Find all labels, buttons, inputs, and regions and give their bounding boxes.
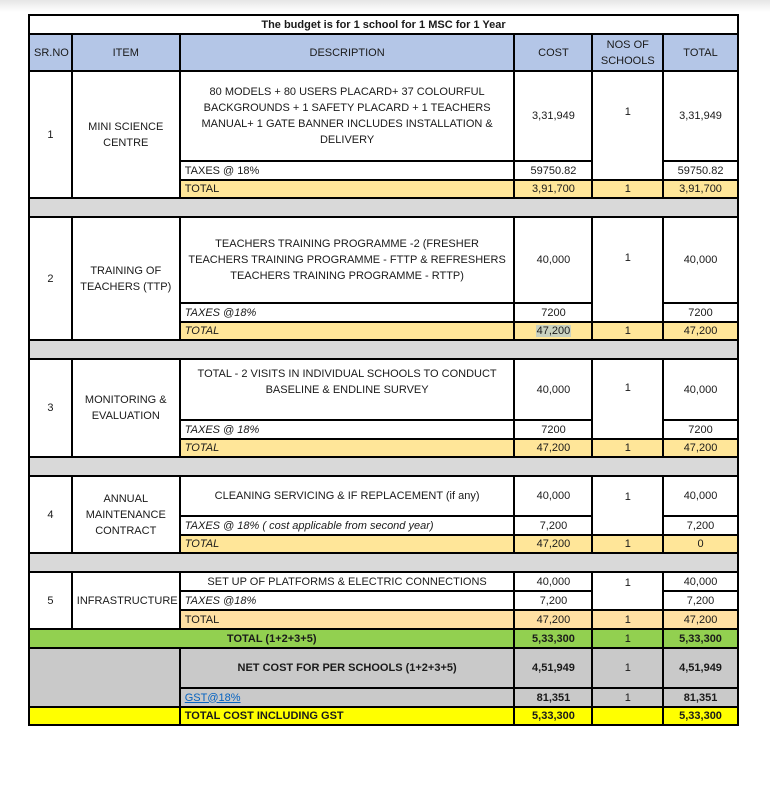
separator <box>29 457 738 476</box>
gst-label-cell <box>180 688 515 707</box>
taxes-label: TAXES @ 18% <box>180 161 515 180</box>
header-total: TOTAL <box>663 34 738 71</box>
section-total-total: 0 <box>663 535 738 553</box>
taxes-cost: 7200 <box>514 420 592 439</box>
sr-no-cell: 2 <box>29 217 72 340</box>
net-cost-blank <box>29 648 180 707</box>
separator <box>29 340 738 359</box>
section-total-label: TOTAL <box>180 322 515 340</box>
description-cell: TOTAL - 2 VISITS IN INDIVIDUAL SCHOOLS TO CONDUCT BASELINE & ENDLINE SURVEY <box>180 359 515 420</box>
section-total-total: 3,91,700 <box>663 180 738 198</box>
grand-total-label: TOTAL (1+2+3+5) <box>29 629 514 648</box>
item-cell: TRAINING OF TEACHERS (TTP) <box>72 217 180 340</box>
nos-cell: 1 <box>592 71 663 180</box>
section-total-nos: 1 <box>592 535 663 553</box>
separator-row <box>29 198 738 217</box>
cost-cell: 40,000 <box>514 359 592 420</box>
separator-row <box>29 340 738 359</box>
header-row <box>29 34 738 71</box>
total-incl-gst-row <box>29 707 738 725</box>
taxes-cost: 59750.82 <box>514 161 592 180</box>
sr-no-cell: 3 <box>29 359 72 457</box>
gst-cost: 81,351 <box>514 688 592 707</box>
separator-row <box>29 553 738 572</box>
total-incl-gst-cost: 5,33,300 <box>514 707 592 725</box>
header-sr-no: SR.NO <box>29 34 72 71</box>
section-total-total: 47,200 <box>663 439 738 457</box>
section-total-label: TOTAL <box>180 535 515 553</box>
taxes-total: 7,200 <box>663 591 738 610</box>
section-total-total: 47,200 <box>663 322 738 340</box>
budget-table <box>28 14 739 726</box>
section-total-nos: 1 <box>592 322 663 340</box>
section-total-nos: 1 <box>592 610 663 629</box>
table-row <box>29 476 738 516</box>
total-incl-gst-nos <box>592 707 663 725</box>
gst-nos: 1 <box>592 688 663 707</box>
taxes-cost: 7,200 <box>514 591 592 610</box>
top-shadow <box>0 0 770 12</box>
net-cost-row <box>29 648 738 688</box>
table-row <box>29 572 738 591</box>
description-cell: 80 MODELS + 80 USERS PLACARD+ 37 COLOURFUL BACKGROUNDS + 1 SAFETY PLACARD + 1 TEACHERS MANUAL+ 1 GATE BANNER INCLUDES INSTALLATION & DELIVERY <box>180 71 515 161</box>
taxes-total: 7200 <box>663 303 738 322</box>
description-cell: CLEANING SERVICING & IF REPLACEMENT (if any) <box>180 476 515 516</box>
sr-no-cell: 5 <box>29 572 72 629</box>
net-cost-total: 4,51,949 <box>663 648 738 688</box>
header-cost: COST <box>514 34 592 71</box>
taxes-label: TAXES @18% <box>180 591 515 610</box>
table-row <box>29 71 738 161</box>
grand-total-nos: 1 <box>592 629 663 648</box>
gst-total: 81,351 <box>663 688 738 707</box>
cost-cell: 3,31,949 <box>514 71 592 161</box>
section-total-label: TOTAL <box>180 439 515 457</box>
taxes-label: TAXES @ 18% <box>180 420 515 439</box>
separator <box>29 198 738 217</box>
net-cost-cost: 4,51,949 <box>514 648 592 688</box>
net-cost-nos: 1 <box>592 648 663 688</box>
grand-total-row <box>29 629 738 648</box>
total-cell: 40,000 <box>663 476 738 516</box>
section-total-total: 47,200 <box>663 610 738 629</box>
total-incl-gst-blank <box>29 707 180 725</box>
section-total-cost: 47,200 <box>514 535 592 553</box>
description-cell: TEACHERS TRAINING PROGRAMME -2 (FRESHER TEACHERS TRAINING PROGRAMME - FTTP & REFRESHERS TEACHERS TRAINING PROGRAMME - RTTP) <box>180 217 515 303</box>
cost-cell: 40,000 <box>514 217 592 303</box>
net-cost-label: NET COST FOR PER SCHOOLS (1+2+3+5) <box>180 648 515 688</box>
header-nos-of-schools: NOS OF SCHOOLS <box>592 34 663 71</box>
section-total-nos: 1 <box>592 180 663 198</box>
taxes-cost: 7200 <box>514 303 592 322</box>
section-total-cost: 47,200 <box>514 439 592 457</box>
nos-cell: 1 <box>592 217 663 322</box>
total-cell: 3,31,949 <box>663 71 738 161</box>
item-cell: INFRASTRUCTURE <box>72 572 180 629</box>
sr-no-cell: 4 <box>29 476 72 553</box>
taxes-cost: 7,200 <box>514 516 592 535</box>
item-cell: MONITORING & EVALUATION <box>72 359 180 457</box>
total-cell: 40,000 <box>663 359 738 420</box>
section-total-cost: 47,200 <box>514 610 592 629</box>
title-row <box>29 15 738 34</box>
taxes-total: 7200 <box>663 420 738 439</box>
taxes-label: TAXES @18% <box>180 303 515 322</box>
description-cell: SET UP OF PLATFORMS & ELECTRIC CONNECTIONS <box>180 572 515 591</box>
table-row <box>29 217 738 303</box>
nos-cell: 1 <box>592 359 663 439</box>
taxes-label: TAXES @ 18% ( cost applicable from second year) <box>180 516 515 535</box>
section-total-cost <box>514 322 592 340</box>
taxes-total: 59750.82 <box>663 161 738 180</box>
header-item: ITEM <box>72 34 180 71</box>
highlighted-value: 47,200 <box>536 325 571 337</box>
cost-cell: 40,000 <box>514 476 592 516</box>
total-cell: 40,000 <box>663 217 738 303</box>
section-total-label: TOTAL <box>180 180 515 198</box>
nos-cell: 1 <box>592 572 663 610</box>
table-title: The budget is for 1 school for 1 MSC for 1 Year <box>29 15 738 34</box>
sr-no-cell: 1 <box>29 71 72 198</box>
total-incl-gst-label: TOTAL COST INCLUDING GST <box>180 707 515 725</box>
separator-row <box>29 457 738 476</box>
separator <box>29 553 738 572</box>
total-cell: 40,000 <box>663 572 738 591</box>
taxes-total: 7,200 <box>663 516 738 535</box>
section-total-cost: 3,91,700 <box>514 180 592 198</box>
grand-total-total: 5,33,300 <box>663 629 738 648</box>
nos-cell: 1 <box>592 476 663 535</box>
item-cell: ANNUAL MAINTENANCE CONTRACT <box>72 476 180 553</box>
grand-total-cost: 5,33,300 <box>514 629 592 648</box>
gst-link[interactable]: GST@18% <box>184 691 241 704</box>
section-total-label: TOTAL <box>180 610 515 629</box>
header-description: DESCRIPTION <box>180 34 515 71</box>
total-incl-gst-total: 5,33,300 <box>663 707 738 725</box>
table-row <box>29 359 738 420</box>
cost-cell: 40,000 <box>514 572 592 591</box>
item-cell: MINI SCIENCE CENTRE <box>72 71 180 198</box>
section-total-nos: 1 <box>592 439 663 457</box>
